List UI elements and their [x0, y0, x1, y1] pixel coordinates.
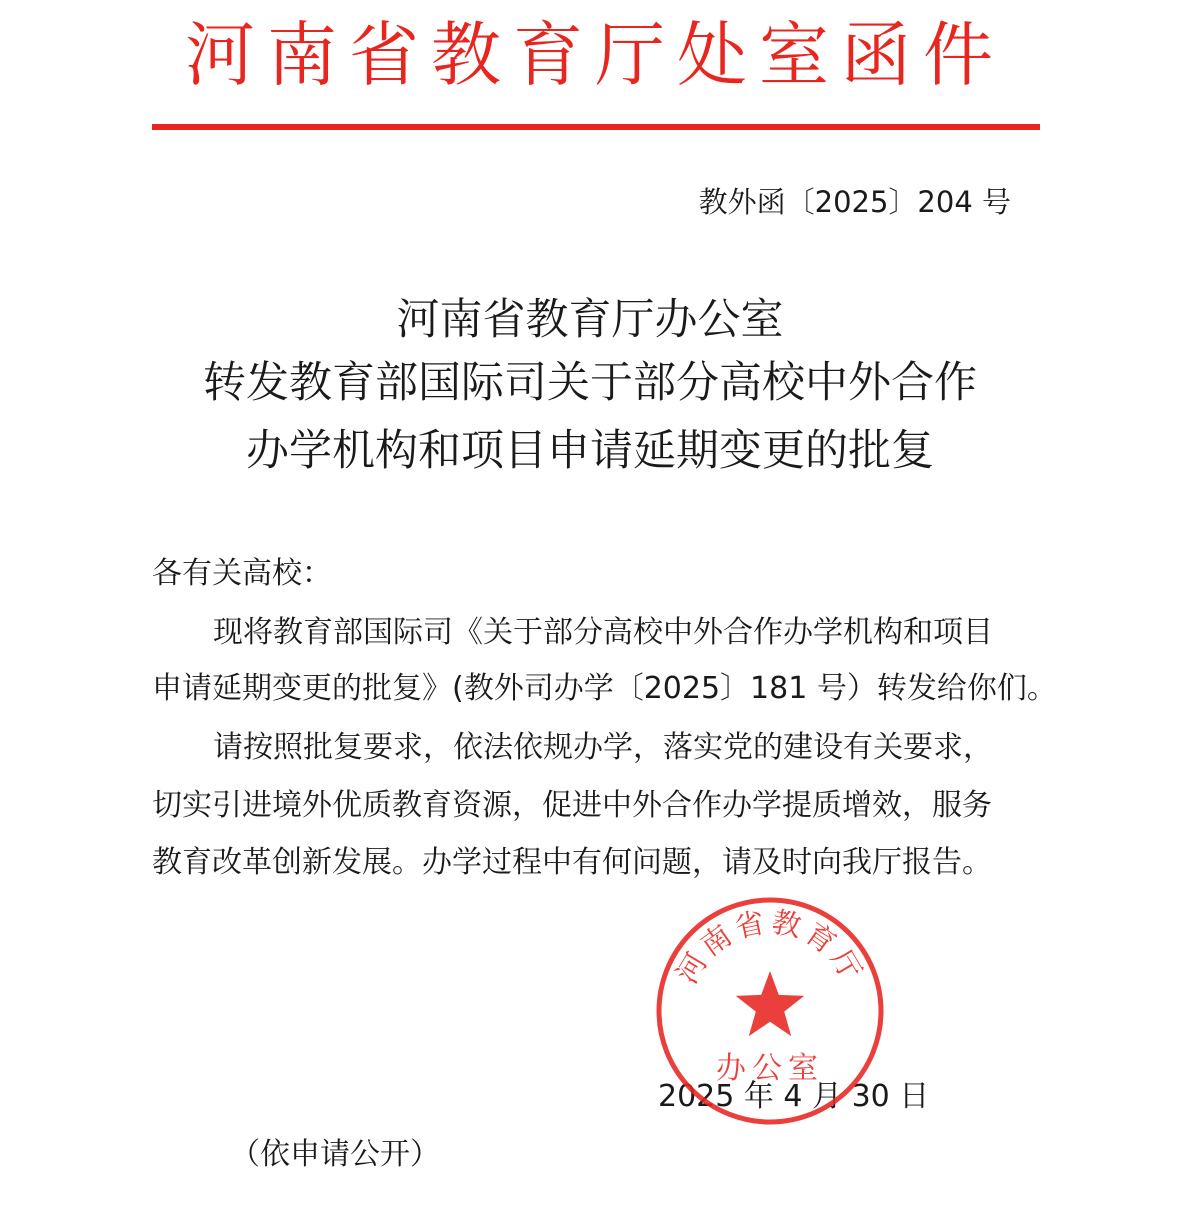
masthead-title: 河南省教育厅处室函件	[185, 14, 1005, 96]
disclosure-note: （依申请公开）	[230, 1137, 440, 1172]
red-divider-line	[152, 124, 1040, 130]
document-title-line-1: 河南省教育厅办公室	[396, 295, 784, 345]
svg-text:河南省教育厅: 河南省教育厅	[669, 904, 871, 990]
official-seal	[652, 893, 888, 1129]
salutation: 各有关高校：	[152, 556, 332, 591]
document-number: 教外函〔2025〕204 号	[698, 185, 1011, 219]
issue-date: 2025 年 4 月 30 日	[658, 1079, 930, 1114]
paragraph-2-line-1: 请按照批复要求，依法依规办学，落实党的建设有关要求，	[213, 730, 993, 765]
paragraph-1-line-2: 申请延期变更的批复》(教外司办学〔2025〕181 号）转发给你们。	[152, 671, 1057, 706]
paragraph-1-line-1: 现将教育部国际司《关于部分高校中外合作办学机构和项目	[213, 615, 993, 650]
star-icon	[736, 971, 804, 1036]
document-title-line-3: 办学机构和项目申请延期变更的批复	[246, 426, 934, 476]
document-title-line-2: 转发教育部国际司关于部分高校中外合作	[203, 358, 977, 408]
paragraph-2-line-2: 切实引进境外优质教育资源，促进中外合作办学提质增效，服务	[152, 788, 992, 823]
paragraph-2-line-3: 教育改革创新发展。办学过程中有何问题，请及时向我厅报告。	[152, 845, 992, 880]
svg-text:办公室: 办公室	[716, 1051, 824, 1086]
